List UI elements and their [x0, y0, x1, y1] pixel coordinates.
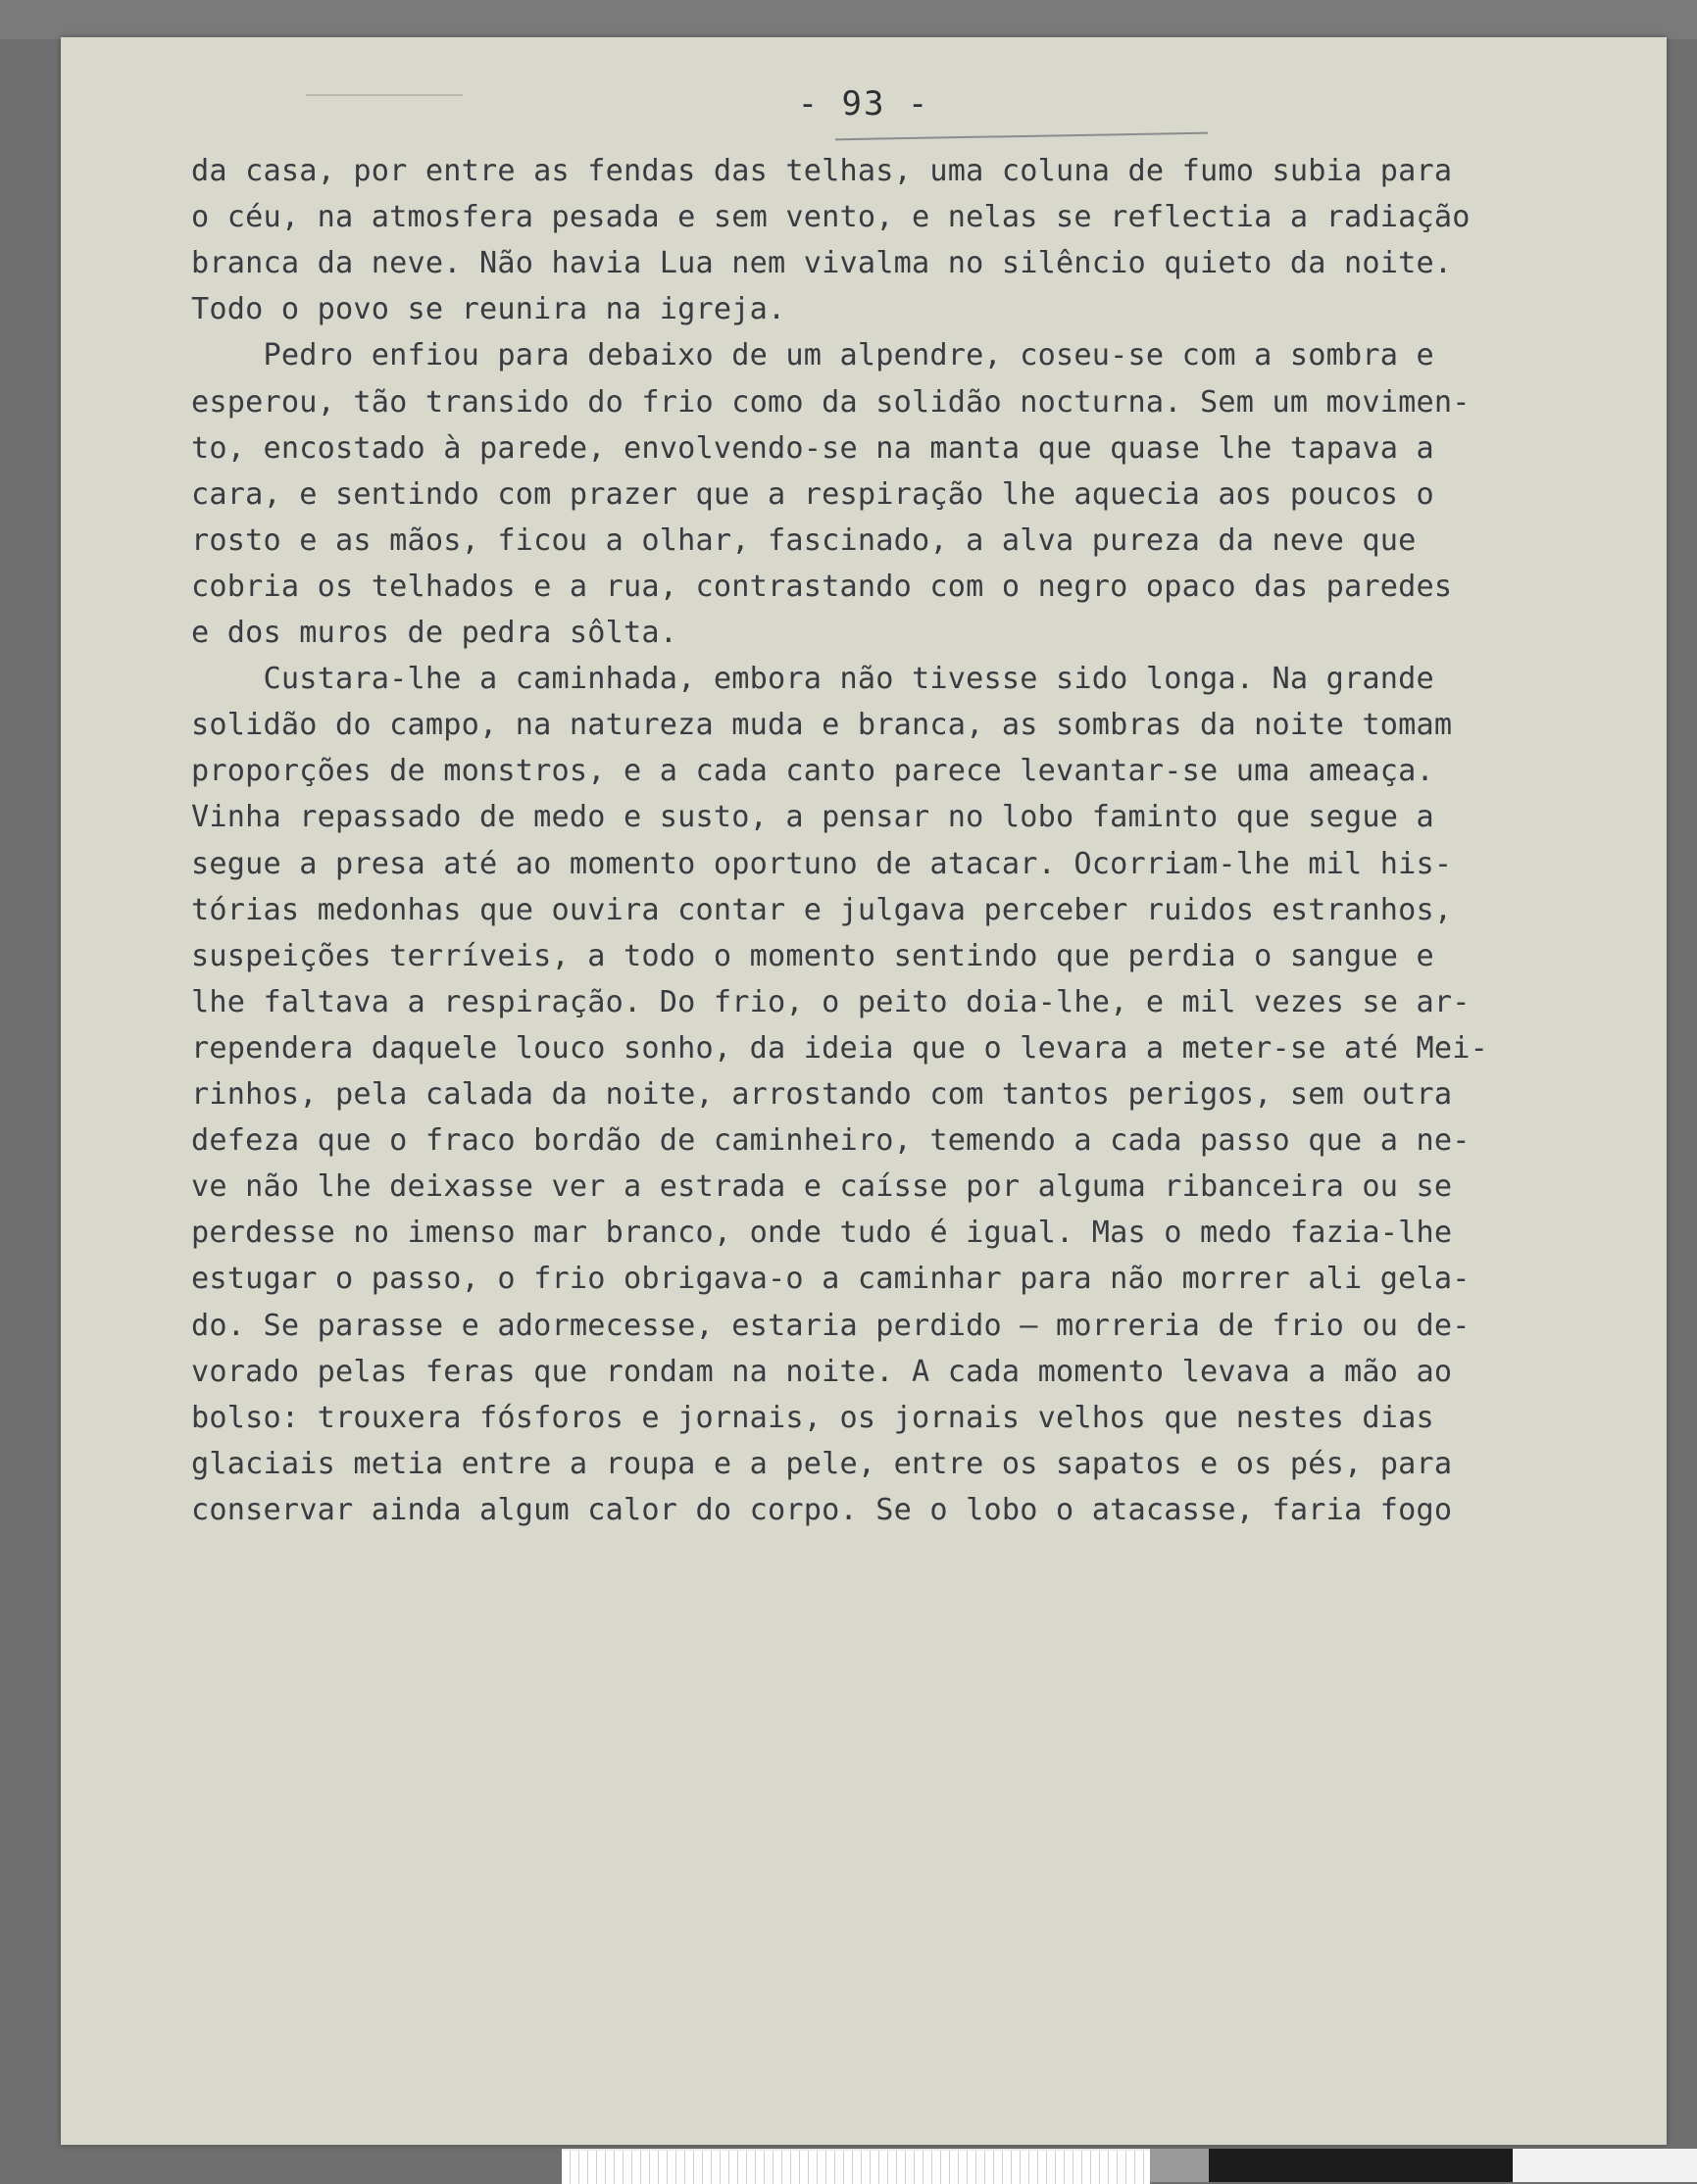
- text-line: lhe faltava a respiração. Do frio, o peito doia-lhe, e mil vezes se ar-: [191, 984, 1471, 1019]
- text-line: tórias medonhas que ouvira contar e julgava perceber ruidos estranhos,: [191, 892, 1453, 927]
- text-line: vorado pelas feras que rondam na noite. A cada momento levava a mão ao: [191, 1354, 1453, 1389]
- text-line: rosto e as mãos, ficou a olhar, fascinado, a alva pureza da neve que: [191, 522, 1417, 558]
- page-number: - 93 -: [797, 84, 930, 124]
- text-line: rinhos, pela calada da noite, arrostando com tantos perigos, sem outra: [191, 1077, 1453, 1112]
- scan-backdrop: [0, 0, 1697, 39]
- text-line: ve não lhe deixasse ver a estrada e caísse por alguma ribanceira ou se: [191, 1169, 1453, 1205]
- ruler-grey-patch: [1150, 2149, 1209, 2182]
- text-line: proporções de monstros, e a cada canto parece levantar-se uma ameaça.: [191, 754, 1434, 789]
- text-line: to, encostado à parede, envolvendo-se na manta que quase lhe tapava a: [191, 430, 1434, 466]
- text-line: Pedro enfiou para debaixo de um alpendre, coseu-se com a sombra e: [191, 338, 1434, 373]
- text-line: solidão do campo, na natureza muda e branca, as sombras da noite tomam: [191, 708, 1453, 743]
- text-line: suspeições terríveis, a todo o momento sentindo que perdia o sangue e: [191, 938, 1434, 973]
- text-line: perdesse no imenso mar branco, onde tudo é igual. Mas o medo fazia-lhe: [191, 1216, 1453, 1251]
- text-line: do. Se parasse e adormecesse, estaria perdido — morreria de frio ou de-: [191, 1308, 1471, 1343]
- text-line: da casa, por entre as fendas das telhas, uma coluna de fumo subia para: [191, 154, 1453, 188]
- ruler-white-patch: [1513, 2149, 1697, 2182]
- text-line: estugar o passo, o frio obrigava-o a caminhar para não morrer ali gela-: [191, 1262, 1471, 1297]
- text-line: branca da neve. Não havia Lua nem vivalma no silêncio quieto da noite.: [191, 246, 1453, 281]
- text-line: bolso: trouxera fósforos e jornais, os jornais velhos que nestes dias: [191, 1400, 1434, 1435]
- ruler-scale: [562, 2149, 1150, 2184]
- text-line: cara, e sentindo com prazer que a respiração lhe aquecia aos poucos o: [191, 476, 1434, 512]
- scan-color-ruler: [562, 2149, 1697, 2182]
- text-line: cobria os telhados e a rua, contrastando com o negro opaco das paredes: [191, 569, 1453, 604]
- typewritten-page: [61, 37, 1667, 2145]
- text-line: conservar ainda algum calor do corpo. Se o lobo o atacasse, faria fogo: [191, 1492, 1453, 1527]
- text-line: esperou, tão transido do frio como da solidão nocturna. Sem um movimen-: [191, 384, 1471, 420]
- text-line: defeza que o fraco bordão de caminheiro, temendo a cada passo que a ne-: [191, 1123, 1471, 1159]
- text-line: segue a presa até ao momento oportuno de atacar. Ocorriam-lhe mil his-: [191, 846, 1453, 881]
- text-line: glaciais metia entre a roupa e a pele, entre os sapatos e os pés, para: [191, 1446, 1453, 1481]
- text-line: e dos muros de pedra sôlta.: [191, 616, 678, 650]
- text-line: Vinha repassado de medo e susto, a pensar no lobo faminto que segue a: [191, 800, 1434, 835]
- text-line: Todo o povo se reunira na igreja.: [191, 292, 786, 327]
- ruler-black-patch: [1209, 2149, 1513, 2182]
- text-line: rependera daquele louco sonho, da ideia que o levara a meter-se até Mei-: [191, 1030, 1488, 1066]
- text-line: Custara-lhe a caminhada, embora não tivesse sido longa. Na grande: [191, 662, 1434, 697]
- text-line: o céu, na atmosfera pesada e sem vento, e nelas se reflectia a radiação: [191, 200, 1471, 235]
- handwritten-stroke: [835, 132, 1208, 141]
